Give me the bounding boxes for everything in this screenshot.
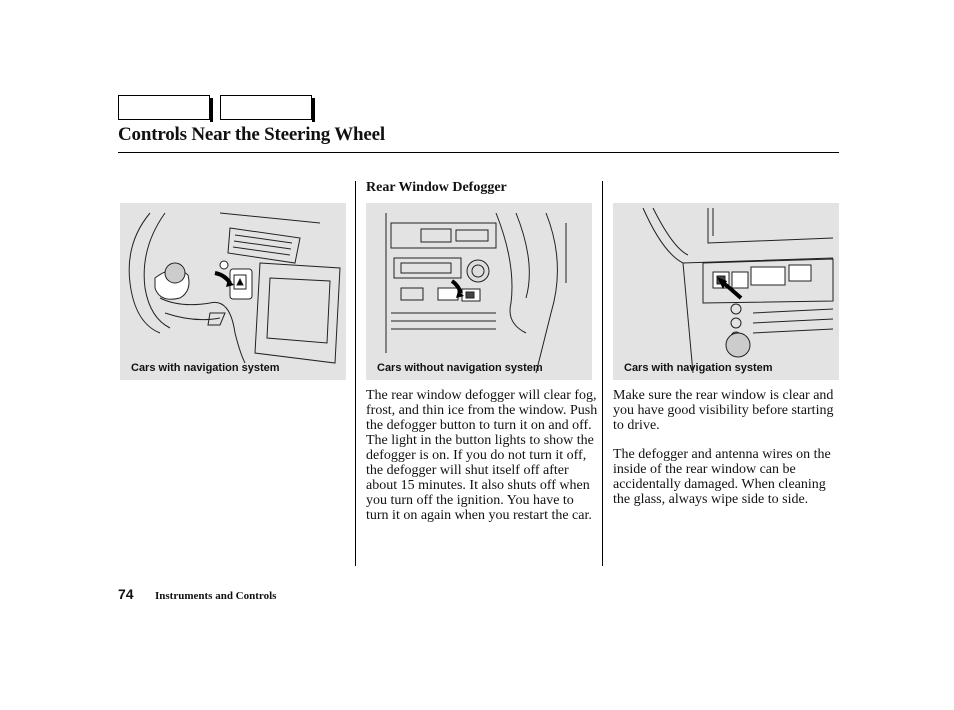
main-menu-button[interactable]: [118, 95, 210, 120]
figure-caption: Cars with navigation system: [624, 362, 773, 374]
body-paragraph: The rear window defogger will clear fog, frost, and thin ice from the window. Push the defogger button to turn it on and off. The light in the button lights to show the defogger is on. If you do not turn it off, the defogger will shut itself off after about 15 minutes. It also shuts off when you turn off the ignition. You have to turn it on again when you restart the car.: [366, 388, 598, 523]
illustration-steering-area: [120, 203, 346, 380]
illustration-center-console: [366, 203, 592, 380]
body-paragraph: The defogger and antenna wires on the inside of the rear window can be accidentally damaged. When cleaning the glass, always wipe side to side.: [613, 447, 831, 507]
illustration-console-navigation: [613, 203, 839, 380]
column-divider: [355, 181, 356, 566]
page-title: Controls Near the Steering Wheel: [118, 124, 385, 145]
body-paragraph: Make sure the rear window is clear and you have good visibility before starting to drive.: [613, 388, 834, 433]
title-divider: [118, 152, 839, 153]
index-button[interactable]: [220, 95, 312, 120]
figure-caption: Cars with navigation system: [131, 362, 280, 374]
section-heading: Rear Window Defogger: [366, 180, 507, 195]
figure-caption: Cars without navigation system: [377, 362, 543, 374]
footer-section-name: Instruments and Controls: [155, 590, 277, 602]
column-divider: [602, 181, 603, 566]
page-number: 74: [118, 586, 134, 602]
